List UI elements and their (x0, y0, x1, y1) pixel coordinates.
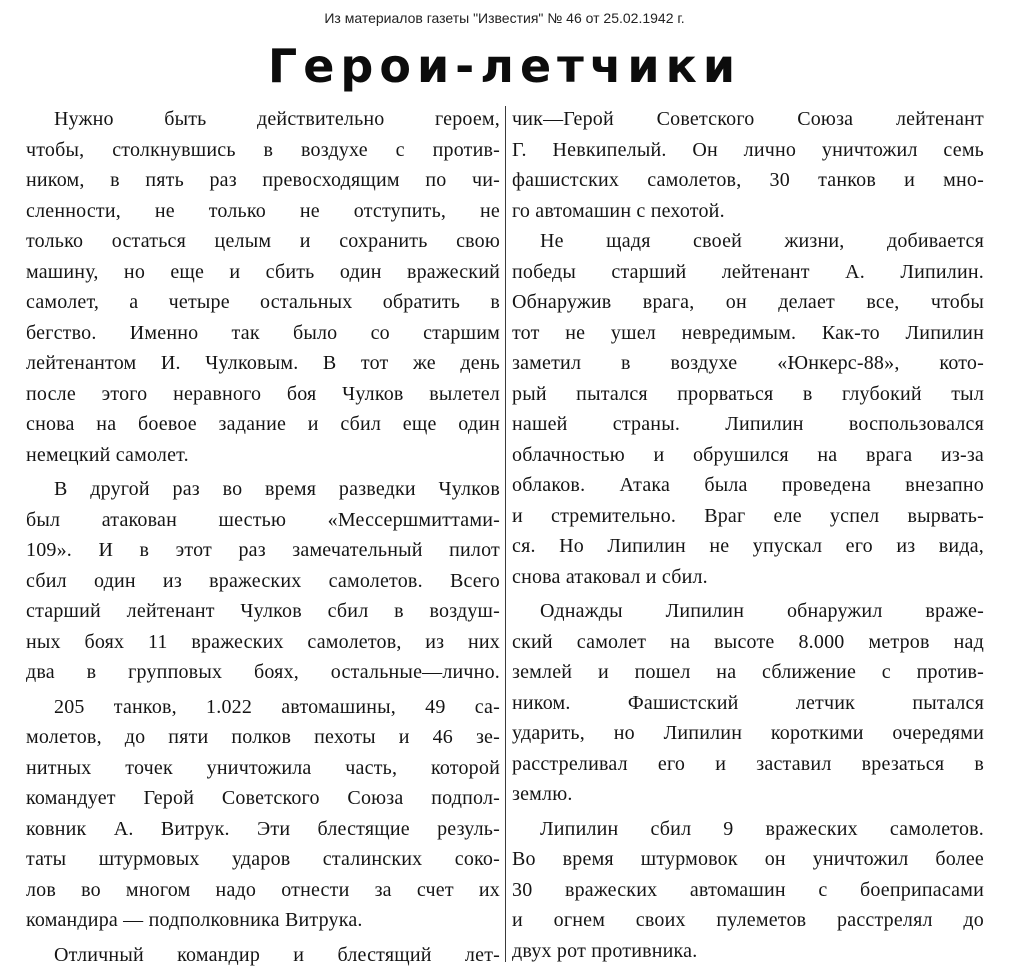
text-line: тот не ушел невредимым. Как-то Липилин (512, 321, 984, 344)
text-line: Липилин сбил 9 вражеских самолетов. (540, 817, 984, 840)
text-line: командира — подполковника Витрука. (26, 909, 363, 931)
text-line: Г. Невкипелый. Он лично уничтожил семь (512, 138, 984, 161)
text-line: 30 вражеских автомашин с боеприпасами (512, 878, 984, 901)
text-line: ником. Фашистский летчик пытался (512, 691, 984, 714)
column-divider (505, 106, 506, 962)
text-line: сленности, не только не отступить, не (26, 199, 500, 222)
text-line: Отличный командир и блестящий лет- (54, 943, 500, 966)
text-line: сбил один из вражеских самолетов. Всего (26, 569, 500, 592)
text-line: чтобы, столкнувшись в воздухе с против- (26, 138, 500, 161)
text-line: рый пытался прорваться в глубокий тыл (512, 382, 984, 405)
text-line: облачностью и обрушился на врага из-за (512, 443, 984, 466)
text-line: Нужно быть действительно героем, (54, 108, 500, 130)
text-line: чик—Герой Советского Союза лейтенант (512, 108, 984, 130)
text-line: Обнаружив врага, он делает все, чтобы (512, 291, 984, 313)
text-line: землю. (512, 783, 573, 805)
source-note: Из материалов газеты "Известия" № 46 от 25.02.1942 г. (324, 10, 685, 26)
text-line: был атакован шестью «Мессершмиттами- (26, 508, 500, 531)
right-column (512, 104, 984, 966)
text-line: лов во многом надо отнести за счет их (26, 878, 500, 901)
text-line: нитных точек уничтожила часть, которой (26, 756, 500, 779)
text-line: го автомашин с пехотой. (512, 199, 725, 222)
text-line: старший лейтенант Чулков сбил в воздуш- (26, 600, 500, 622)
text-line: ных боях 11 вражеских самолетов, из них (26, 630, 500, 653)
text-line: Во время штурмовок он уничтожил более (512, 848, 984, 870)
text-line: 109». И в этот раз замечательный пилот (26, 539, 500, 561)
text-line: Однажды Липилин обнаружил враже- (540, 600, 984, 622)
text-line: молетов, до пяти полков пехоты и 46 зе- (26, 726, 500, 748)
text-line: самолет, а четыре остальных обратить в (26, 291, 500, 313)
text-line: землей и пошел на сближение с против- (512, 661, 984, 683)
text-line: только остаться целым и сохранить свою (26, 230, 500, 252)
text-line: немецкий самолет. (26, 443, 189, 466)
text-line: снова на боевое задание и сбил еще один (26, 413, 500, 435)
text-line: таты штурмовых ударов сталинских соко- (26, 848, 500, 870)
text-line: после этого неравного боя Чулков вылетел (26, 382, 500, 405)
text-line: заметил в воздухе «Юнкерс-88», кото- (512, 352, 984, 374)
text-line: командует Герой Советского Союза подпол- (26, 787, 500, 809)
text-line: ся. Но Липилин не упускал его из вида, (512, 535, 984, 557)
text-line: бегство. Именно так было со старшим (26, 321, 500, 344)
text-line: и огнем своих пулеметов расстрелял до (512, 909, 984, 931)
text-line: расстреливал его и заставил врезаться в (512, 752, 984, 775)
text-line: ударить, но Липилин короткими очередями (512, 722, 984, 744)
article-headline: Герои-летчики (267, 39, 742, 93)
text-line: В другой раз во время разведки Чулков (54, 478, 500, 500)
text-line: двух рот противника. (512, 939, 698, 962)
text-line: ником, в пять раз превосходящим по чи- (26, 169, 500, 191)
text-line: облаков. Атака была проведена внезапно (512, 474, 984, 496)
text-line: ский самолет на высоте 8.000 метров над (512, 630, 984, 653)
text-line: и стремительно. Враг еле успел вырвать- (512, 504, 984, 527)
left-column (26, 104, 500, 970)
text-line: лейтенантом И. Чулковым. В тот же день (26, 352, 500, 374)
text-line: снова атаковал и сбил. (512, 565, 708, 588)
text-line: ковник А. Витрук. Эти блестящие резуль- (26, 817, 500, 840)
text-line: Не щадя своей жизни, добивается (540, 230, 984, 252)
text-line: машину, но еще и сбить один вражеский (26, 260, 500, 283)
text-line: победы старший лейтенант А. Липилин. (512, 260, 984, 283)
text-line: 205 танков, 1.022 автомашины, 49 са- (54, 695, 500, 718)
text-line: нашей страны. Липилин воспользовался (512, 413, 984, 435)
text-line: фашистских самолетов, 30 танков и мно- (512, 169, 984, 191)
text-line: два в групповых боях, остальные—лично. (26, 661, 500, 683)
